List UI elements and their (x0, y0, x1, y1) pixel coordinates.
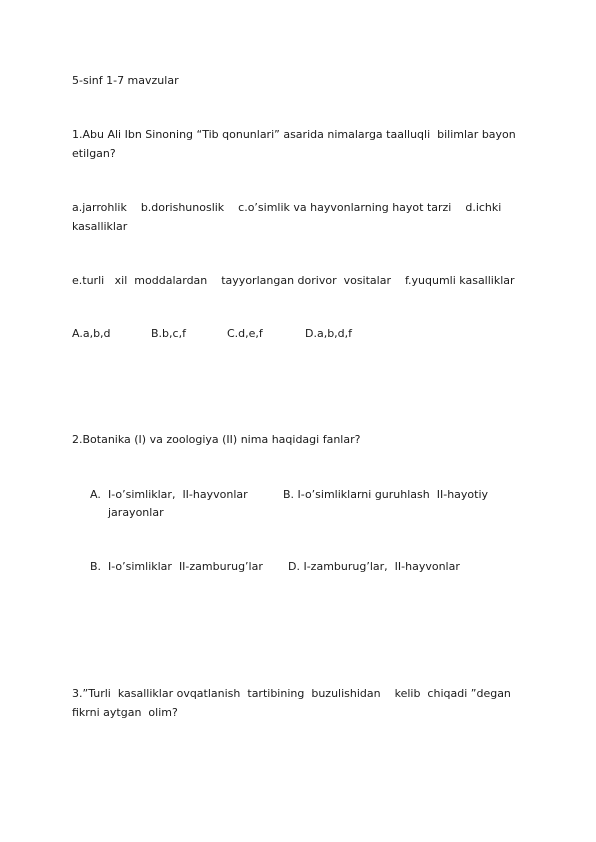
q1-items-line2: kasalliklar (72, 220, 128, 233)
q1-text-line1: 1.Abu Ali Ibn Sinoning “Tib qonunlari” asarida nimalarga taalluqli bilimlar bayon (72, 128, 516, 141)
q1-option-d: D.a,b,d,f (305, 327, 353, 340)
q1-text-line2: etilgan? (72, 147, 116, 160)
q1-option-c: C.d,e,f (227, 327, 263, 340)
q2-option-b-text-line2: jarayonlar (108, 506, 164, 519)
q1-items-line3: e.turli xil moddalardan tayyorlangan dorivor vositalar f.yuqumli kasalliklar (72, 274, 515, 287)
q2-text: 2.Botanika (I) va zoologiya (II) nima haqidagi fanlar? (72, 433, 361, 446)
q2-option-a-text: I-o’simliklar, II-hayvonlar (108, 488, 248, 501)
q3-text-line2: fikrni aytgan olim? (72, 706, 178, 719)
q2-option-c-letter: B. (90, 560, 102, 573)
q1-option-b: B.b,c,f (151, 327, 186, 340)
q2-option-d-text: D. I-zamburug’lar, II-hayvonlar (288, 560, 460, 573)
q3-text-line1: 3.”Turli kasalliklar ovqatlanish tartibining buzulishidan kelib chiqadi ”degan (72, 687, 511, 700)
q1-option-a: A.a,b,d (72, 327, 111, 340)
q2-option-b-text-line1: B. I-o’simliklarni guruhlash II-hayotiy (283, 488, 489, 501)
q2-option-a-letter: A. (90, 488, 101, 501)
q1-items-line1: a.jarrohlik b.dorishunoslik c.o’simlik va hayvonlarning hayot tarzi d.ichki (72, 201, 502, 214)
q2-option-c-text: I-o’simliklar II-zamburug’lar (108, 560, 263, 573)
document-title: 5-sinf 1-7 mavzular (72, 74, 179, 87)
